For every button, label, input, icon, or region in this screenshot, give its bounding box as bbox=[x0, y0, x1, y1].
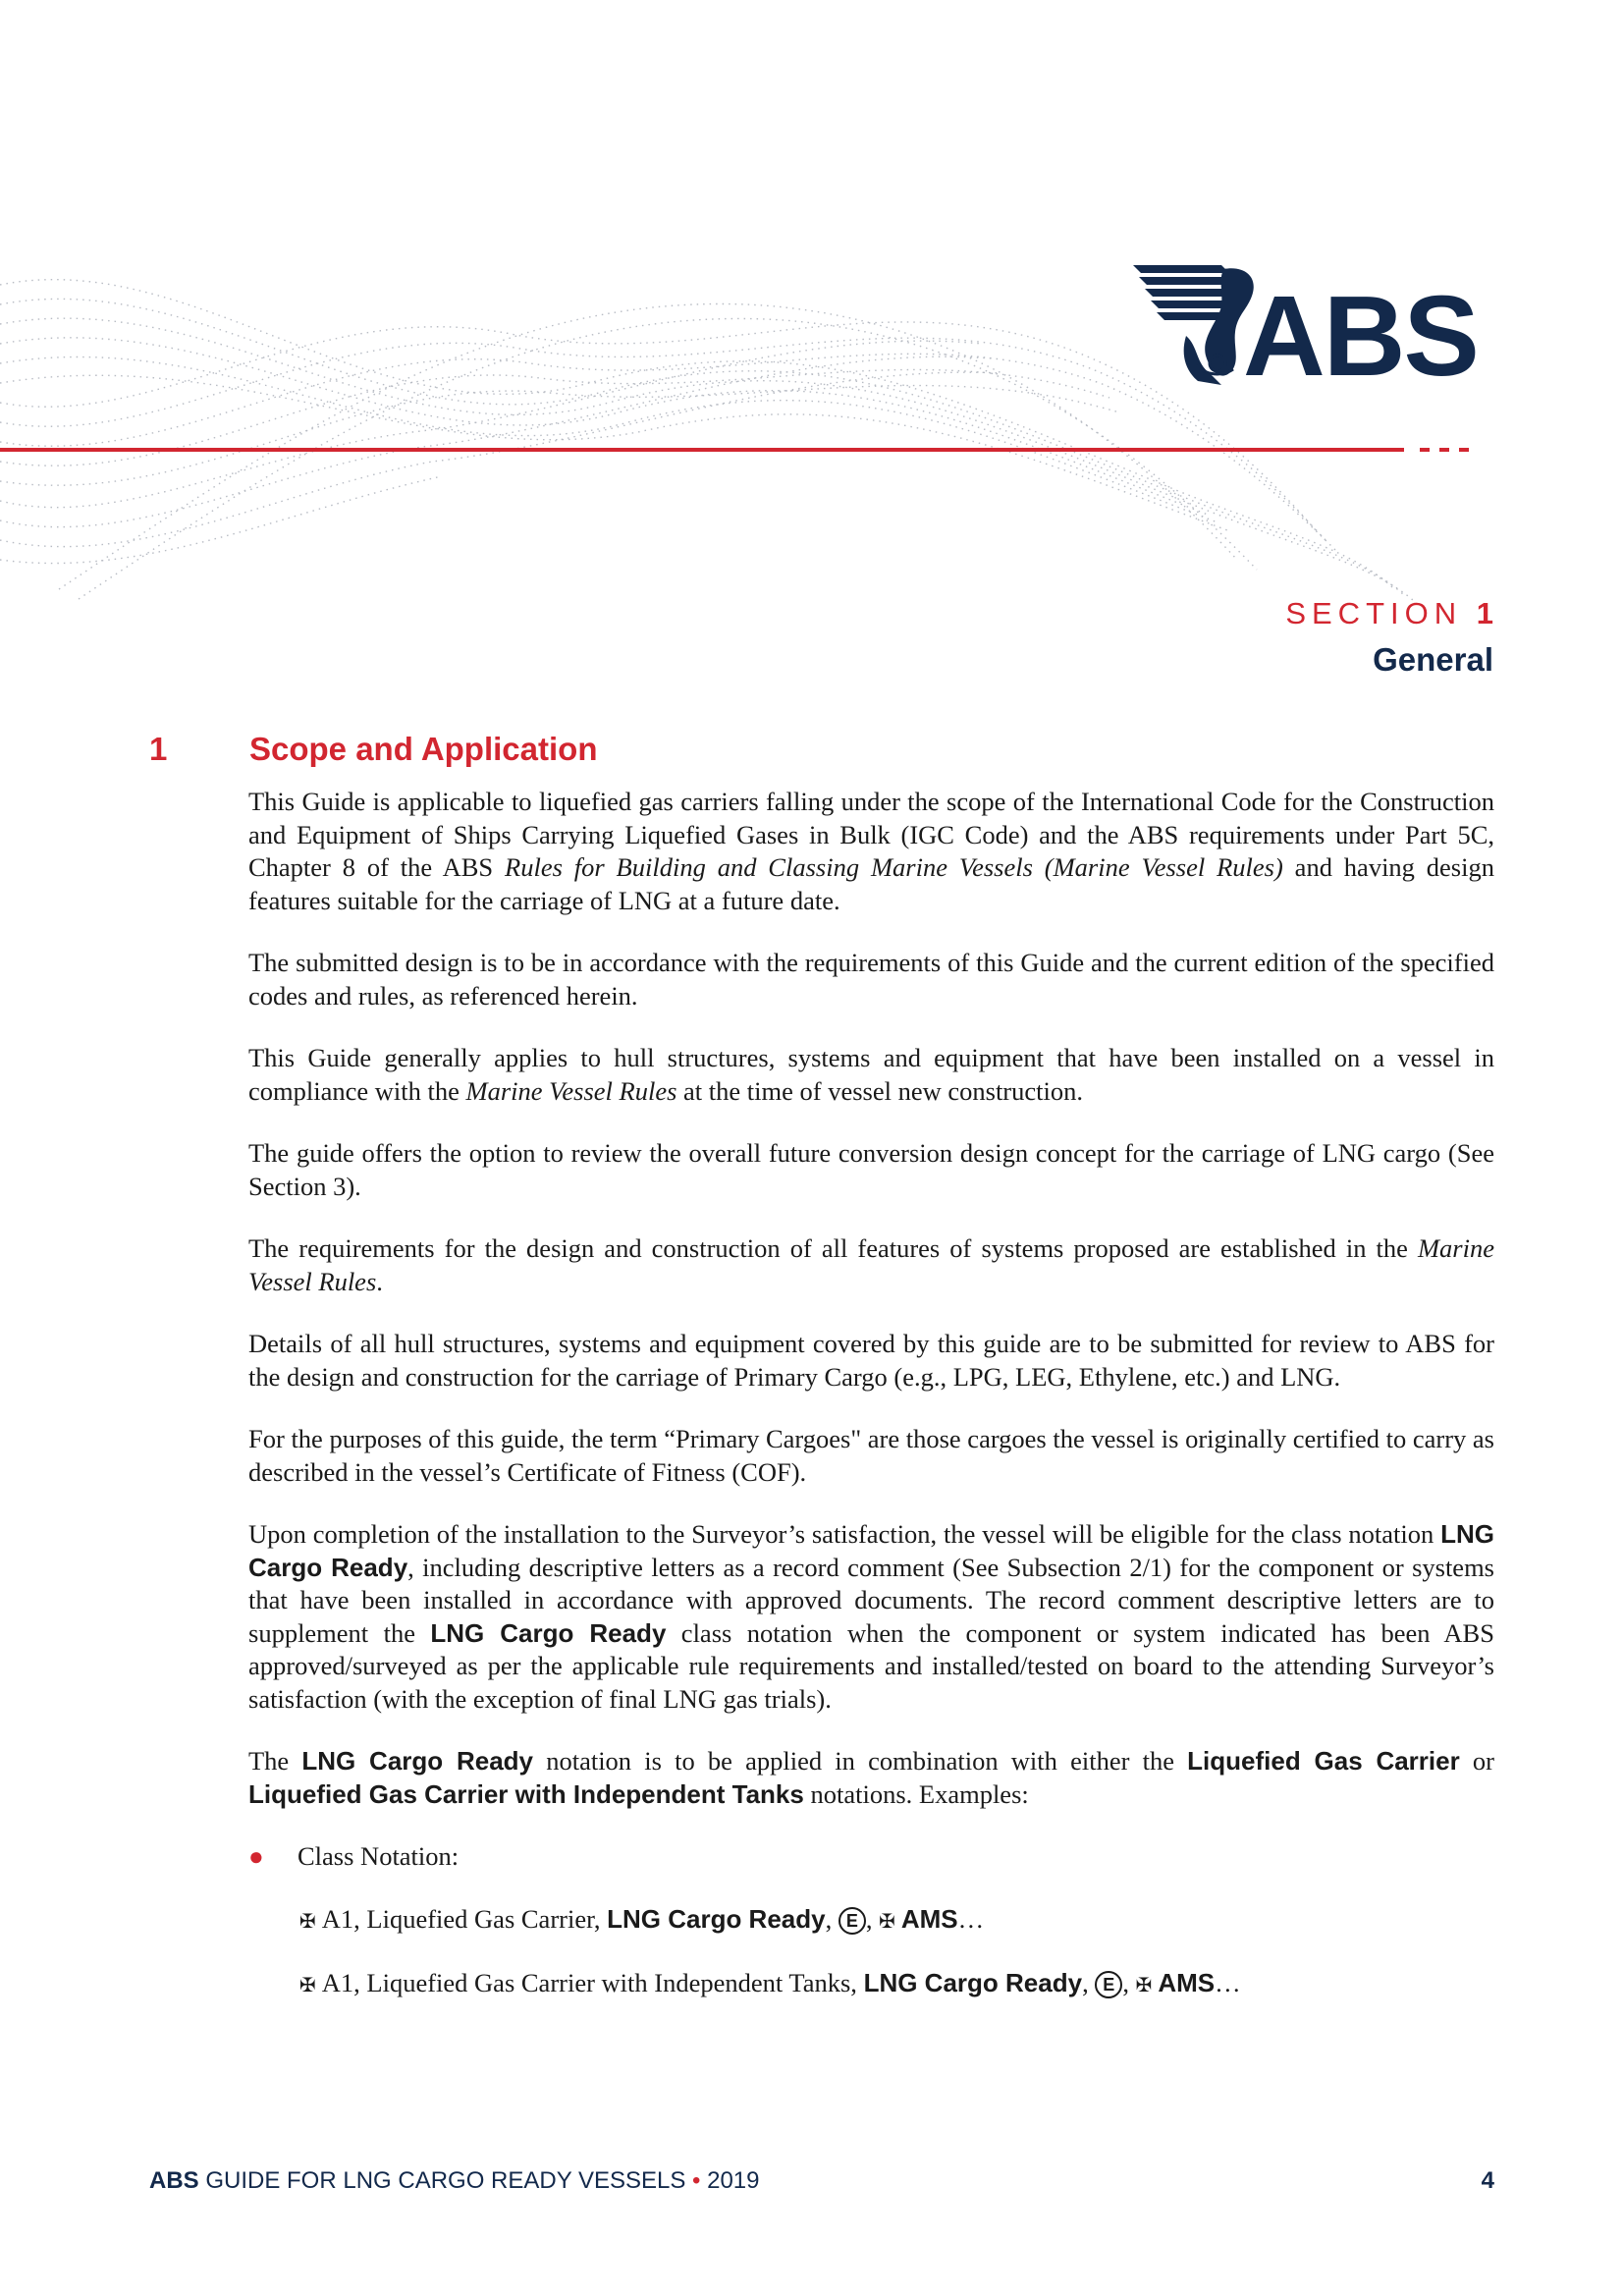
body-text bbox=[248, 786, 1494, 2032]
paragraph-3: This Guide generally applies to hull structures, systems and equipment that have been installed on a vessel in compliance with the Marine Vessel Rules at the time of vessel new construction. bbox=[248, 1043, 1494, 1106]
subsection-heading bbox=[149, 729, 1504, 770]
footer-brand: ABS bbox=[149, 2167, 199, 2194]
circled-e-icon: E bbox=[1095, 1971, 1122, 1998]
heading-number: 1 bbox=[149, 731, 168, 767]
section-number: 1 bbox=[1476, 596, 1493, 630]
bullet-dot-icon: ● bbox=[248, 1842, 264, 1871]
section-label: SECTION 1 bbox=[1285, 596, 1493, 630]
paragraph-8: Upon completion of the installation to the Surveyor’s satisfaction, the vessel will be eligible for the class notation LNG Cargo Ready, including descriptive letters as a record comment (See Subsection 2/1) for the component or systems that have been installed in accordance with approved documents. The record comment descriptive letters are to supplement the LNG Cargo Ready class notation when the component or system indicated has been ABS approved/surveyed as per the applicable rule requirements and installed/tested on board to the attending Surveyor’s satisfaction (with the exception of final LNG gas trials). bbox=[248, 1519, 1494, 1714]
paragraph-2: The submitted design is to be in accordance with the requirements of this Guide and the current edition of the specified codes and rules, as referenced herein. bbox=[248, 948, 1494, 1011]
bullet-item bbox=[248, 1840, 1494, 1874]
section-title: General bbox=[1373, 641, 1493, 678]
paragraph-6: Details of all hull structures, systems and equipment covered by this guide are to be submitted for review to ABS for the design and construction for the carriage of Primary Cargo (e.g., LPG, LEG, Ethylene, etc.) and LNG. bbox=[248, 1329, 1494, 1392]
maltese-cross-icon: ✠ bbox=[879, 1908, 895, 1933]
notation-example: ✠ A1, Liquefied Gas Carrier with Independent Tanks, LNG Cargo Ready, E , ✠ AMS… bbox=[299, 1968, 1241, 1997]
paragraph-9: The LNG Cargo Ready notation is to be applied in combination with either the Liquefied Gas Carrier or Liquefied Gas Carrier with Independent Tanks notations. Examples: bbox=[248, 1746, 1495, 1809]
maltese-cross-icon: ✠ bbox=[1135, 1973, 1153, 1996]
maltese-cross-icon: ✠ bbox=[299, 1973, 316, 1996]
footer-year: 2019 bbox=[700, 2167, 760, 2194]
notation-example: ✠ A1, Liquefied Gas Carrier, LNG Cargo Ready, E , ✠ AMS… bbox=[299, 1903, 985, 1934]
bullet-label: Class Notation: bbox=[298, 1841, 460, 1871]
paragraph-4: The guide offers the option to review the overall future conversion design concept for the carriage of LNG cargo (See Section 3). bbox=[248, 1138, 1494, 1201]
page-number: 4 bbox=[1481, 2167, 1494, 2194]
paragraph-5: The requirements for the design and construction of all features of systems proposed are established in the Marine Vessel Rules. bbox=[248, 1233, 1494, 1296]
section-header bbox=[1285, 595, 1493, 682]
footer-title: GUIDE FOR LNG CARGO READY VESSELS bbox=[198, 2167, 693, 2194]
maltese-cross-icon: ✠ bbox=[299, 1908, 316, 1933]
paragraph-7: For the purposes of this guide, the term “Primary Cargoes" are those cargoes the vessel is originally certified to carry as described in the vessel’s Certificate of Fitness (COF). bbox=[248, 1424, 1494, 1487]
abs-logo-wordmark: ABS bbox=[1243, 272, 1478, 400]
footer-separator: • bbox=[692, 2167, 701, 2194]
circled-e-icon: E bbox=[839, 1907, 866, 1935]
paragraph-1: This Guide is applicable to liquefied gas carriers falling under the scope of the International Code for the Construction and Equipment of Ships Carrying Liquefied Gases in Bulk (IGC Code) and the ABS requirements under Part 5C, Chapter 8 of the ABS Rules for Building and Classing Marine Vessels (Marine Vessel Rules) and having design features suitable for the carriage of LNG at a future date. bbox=[248, 787, 1494, 915]
page-footer bbox=[149, 2166, 1494, 2196]
heading-title: Scope and Application bbox=[249, 731, 598, 767]
